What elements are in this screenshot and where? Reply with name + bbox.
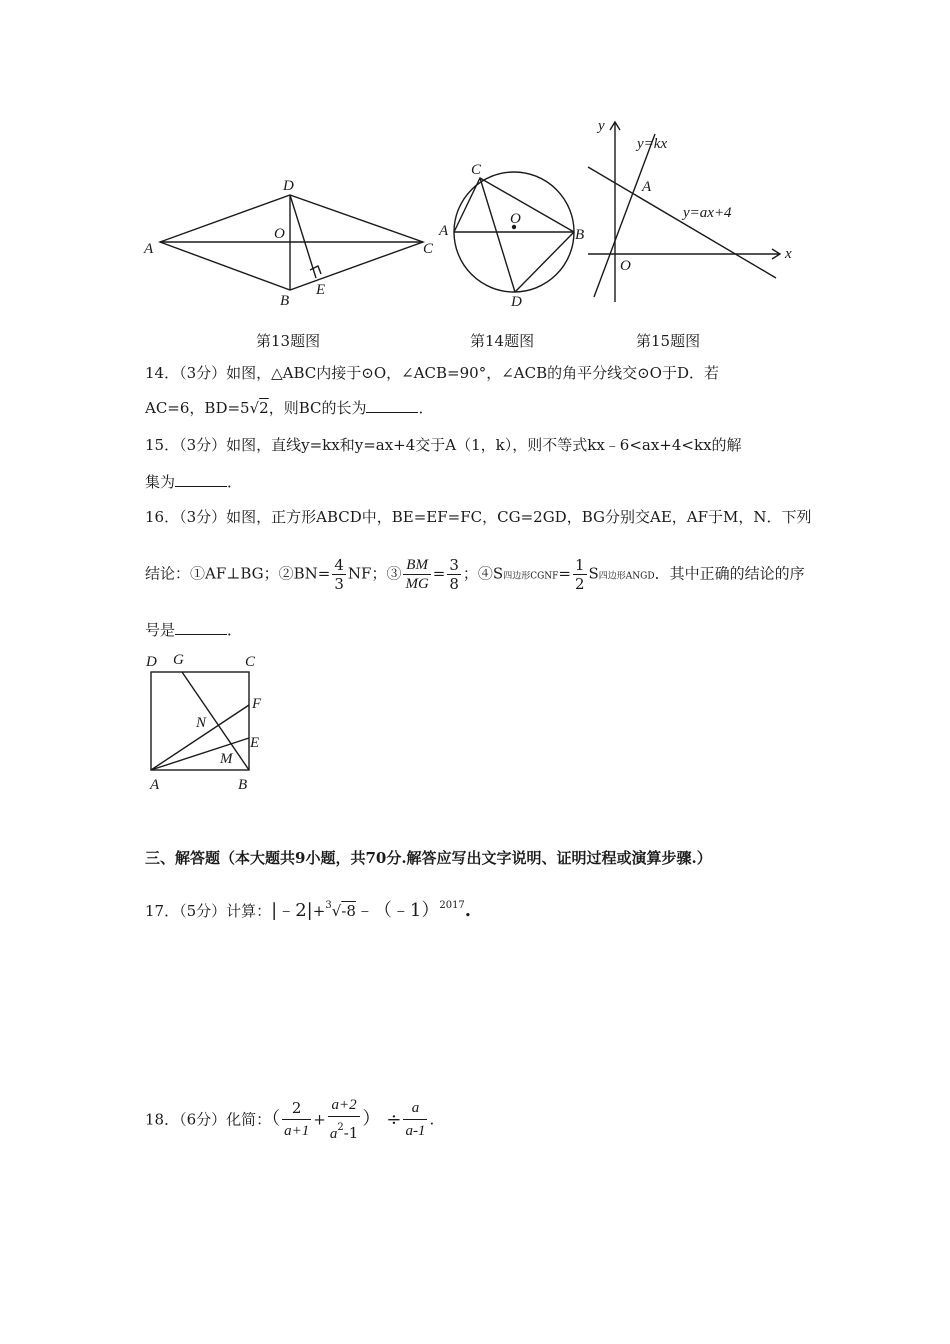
sqrt-sign: √ [249, 399, 260, 417]
fig14-label-a: A [439, 223, 449, 239]
fig14-label-c: C [471, 162, 482, 178]
fraction-1-2: $\frac{1}{2}$ [574, 556, 585, 593]
fig15-caption: 第15题图 [636, 332, 701, 350]
q17-line: 17．（5分）计算：|﹣2|+$^3$√-8﹣（﹣1）$^{2017}$. [145, 900, 472, 921]
fig13-label-e: E [316, 282, 326, 298]
fig15-label-line2: y=ax+4 [683, 205, 732, 221]
fraction-a-over-a-minus-1: $\frac{a}{a-1}$ [403, 1097, 427, 1142]
fraction-a-plus-2-over-a2-minus-1: $\frac{a+2}{a^2-1}$ [328, 1094, 361, 1145]
fig14-label-b: B [575, 227, 585, 243]
fig13-caption: 第13题图 [256, 332, 321, 350]
section3-title: 三、解答题（本大题共9小题，共70分.解答应写出文字说明、证明过程或演算步骤.） [145, 849, 712, 867]
fraction-2-over-a-plus-1: $\frac{2}{a+1}$ [284, 1099, 310, 1139]
q16-answer-blank[interactable] [175, 620, 227, 635]
fig15-label-line1: y=kx [637, 136, 668, 152]
fig16-label-c: C [245, 654, 256, 670]
q15-line1: 15．（3分）如图，直线y=kx和y=ax+4交于A（1，k），则不等式kx﹣6<ax+4<kx的解 [145, 436, 742, 454]
fig16-label-n: N [196, 715, 207, 731]
abs-left-bar: | [271, 900, 278, 921]
fig16-label-a: A [150, 777, 160, 793]
right-angle-mark [310, 266, 321, 274]
fig13-label-a: A [144, 241, 154, 257]
fig16-label-m: M [220, 751, 233, 767]
fig13-label-o: O [274, 226, 285, 242]
fraction-4-3: $\frac{4}{3}$ [334, 556, 344, 593]
fig16-label-d: D [146, 654, 157, 670]
q14-answer-blank[interactable] [366, 398, 418, 413]
q14-line1: 14．（3分）如图，△ABC内接于⊙O，∠ACB=90°，∠ACB的角平分线交⊙O于D．若 [145, 364, 719, 382]
figure-14 [435, 155, 595, 310]
fig15-label-y: y [598, 118, 605, 134]
fig16-label-f: F [252, 696, 262, 712]
figure-16 [140, 650, 275, 795]
segment-ae [151, 738, 249, 770]
segment-bg [182, 672, 249, 770]
q16-conclusions: 结论：①AF⊥BG；②BN= $\frac{4}{3}$ NF；③ $\frac{BM}{MG}$ = $\frac{3}{8}$ ；④S四边形CGNF= $\frac{1}{2}$ S四边形ANGD．其中正确的结论的序 [145, 556, 805, 593]
fig13-label-b: B [280, 293, 290, 309]
fig14-caption: 第14题图 [470, 332, 535, 350]
q18-line: 18．（6分）化简：（ $\frac{2}{a+1}$ + $\frac{a+2}{a^2-1}$ ） ÷ $\frac{a}{a-1}$ . [145, 1094, 434, 1145]
cube-root-sign: √ [331, 902, 342, 920]
segment-de [290, 195, 316, 278]
line-ax-plus-4 [588, 167, 776, 278]
fig16-label-g: G [173, 652, 184, 668]
fig16-label-b: B [238, 777, 248, 793]
fraction-3-8: $\frac{3}{8}$ [449, 556, 459, 593]
q15-line2: 集为 ． [145, 473, 243, 491]
fig15-label-o: O [620, 258, 631, 274]
q16-line3: 号是 ． [145, 621, 243, 639]
figure-13 [140, 175, 440, 310]
q14-line2: AC=6，BD=5√2，则BC的长为 ． [145, 399, 434, 417]
fraction-bm-mg: $\frac{BM}{MG}$ [405, 557, 429, 592]
fig14-label-o: O [510, 211, 521, 227]
fig15-label-a: A [642, 179, 652, 195]
abs-right-bar: | [306, 900, 313, 921]
fig13-label-d: D [283, 178, 294, 194]
q15-answer-blank[interactable] [175, 472, 227, 487]
fig16-label-e: E [250, 735, 260, 751]
q16-line1: 16．（3分）如图，正方形ABCD中，BE=EF=FC，CG=2GD，BG分别交AE，AF于M，N．下列 [145, 508, 812, 526]
fig14-label-d: D [511, 294, 522, 310]
fig15-label-x: x [785, 246, 792, 262]
fig13-label-c: C [423, 241, 434, 257]
figure-15 [580, 112, 795, 312]
